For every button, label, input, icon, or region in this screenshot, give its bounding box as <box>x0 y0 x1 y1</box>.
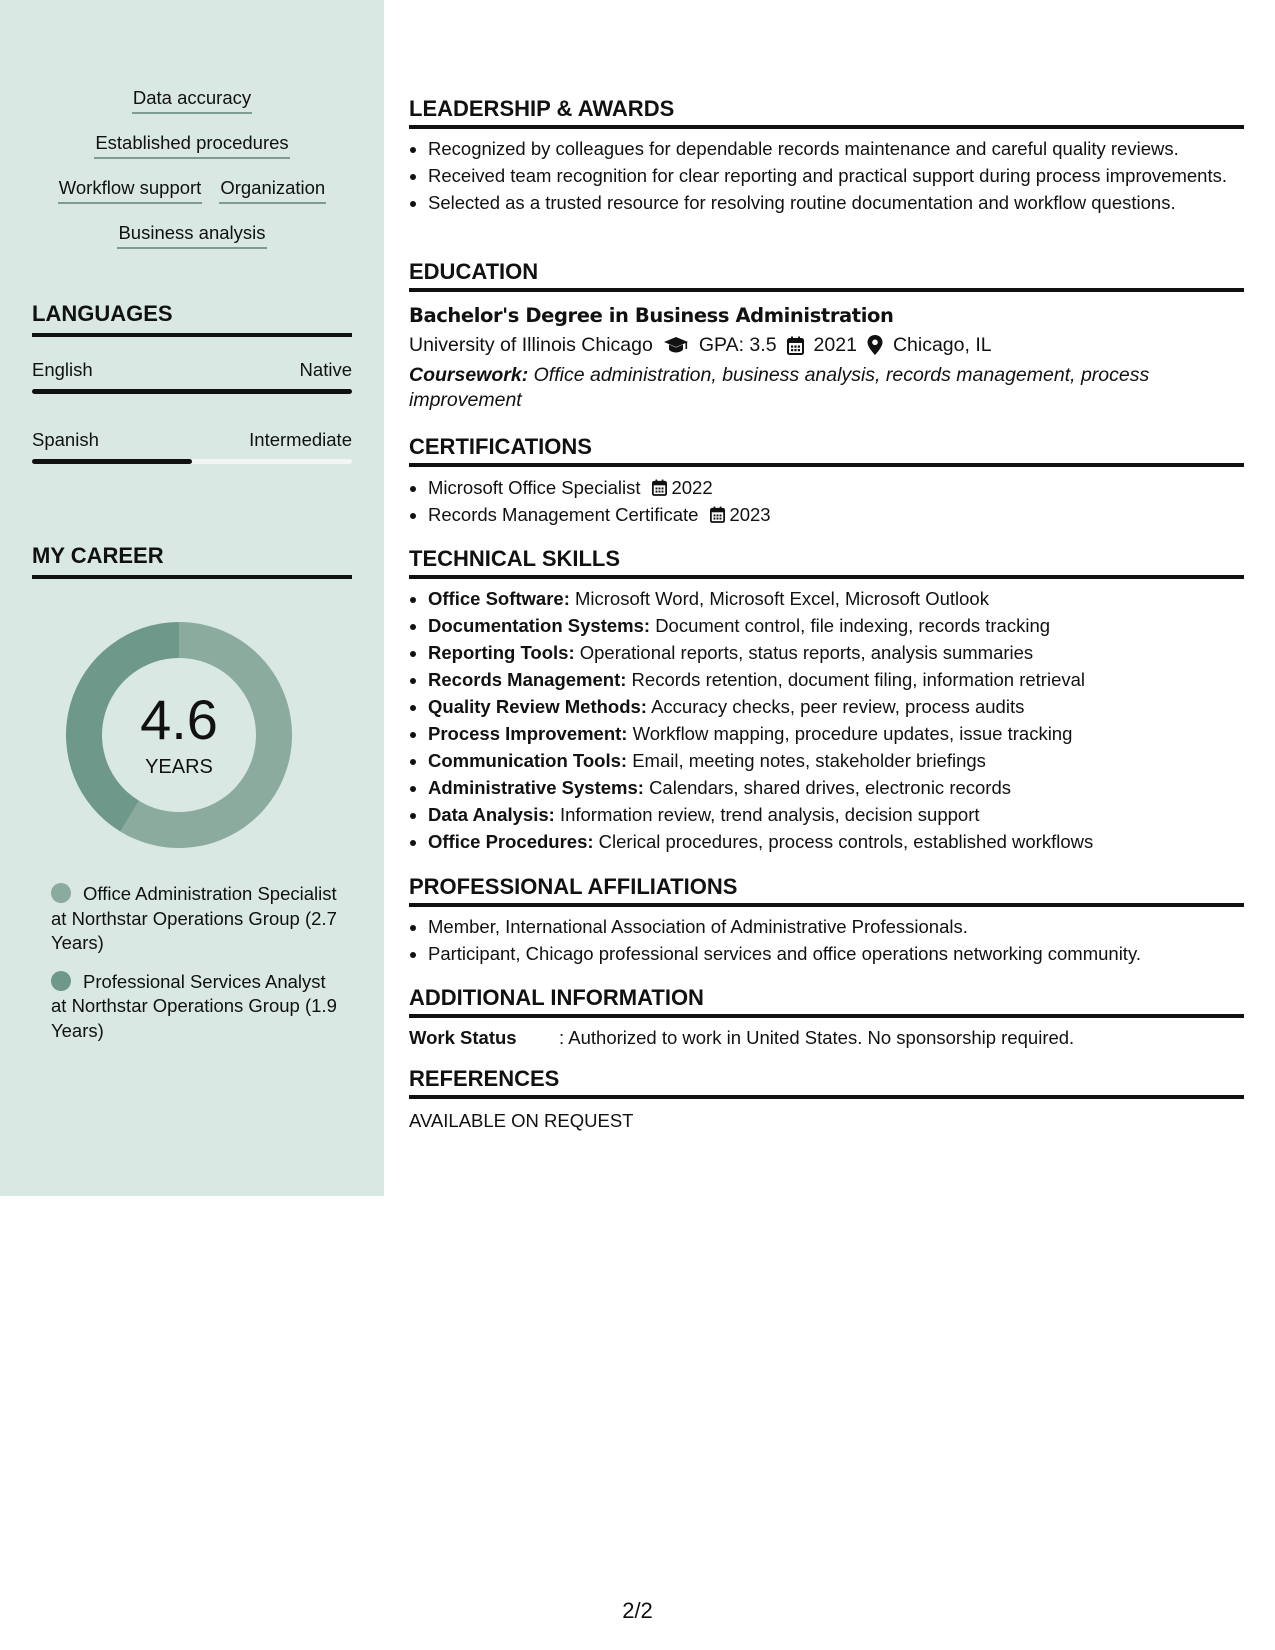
calendar-icon <box>710 506 725 523</box>
education-section <box>409 258 1244 412</box>
certification-year: 2022 <box>671 477 713 498</box>
skill-value: Document control, file indexing, records tracking <box>655 615 1051 636</box>
skill-label: Office Procedures: <box>428 831 594 852</box>
calendar-icon <box>787 336 804 355</box>
career-role: Office Administration Specialist at Northstar Operations Group (2.7 Years) <box>51 883 337 953</box>
list-item: • Recognized by colleagues for dependable records maintenance and careful quality reviews. <box>428 137 1244 161</box>
list-item <box>428 722 1244 746</box>
skill-value: Microsoft Word, Microsoft Excel, Microsoft Outlook <box>575 588 989 609</box>
location: Chicago, IL <box>892 334 992 356</box>
language-proficiency-fill <box>32 459 192 464</box>
sidebar <box>0 0 384 1196</box>
skill-label: Office Software: <box>428 588 570 609</box>
section-heading: LEADERSHIP & AWARDS <box>409 95 1244 129</box>
skill-value: Clerical procedures, process controls, established workflows <box>598 831 1094 852</box>
skill-label: Administrative Systems: <box>428 777 644 798</box>
list-item: • Received team recognition for clear reporting and practical support during process improvements. <box>428 164 1244 188</box>
language-proficiency-bar <box>32 389 352 394</box>
skill-label: Documentation Systems: <box>428 615 651 636</box>
career-legend-item <box>51 970 341 1044</box>
work-status-value: : Authorized to work in United States. No sponsorship required. <box>559 1027 1075 1048</box>
skill-label: Records Management: <box>428 669 627 690</box>
list-item: • Participant, Chicago professional services and office operations networking community. <box>428 942 1244 966</box>
skill-label: Quality Review Methods: <box>428 696 647 717</box>
skill-tag: Workflow support <box>58 176 203 204</box>
list-item <box>428 695 1244 719</box>
skill-value: Email, meeting notes, stakeholder briefings <box>632 750 986 771</box>
certification-year: 2023 <box>729 504 771 525</box>
list-item <box>428 776 1244 800</box>
tag-row <box>32 131 352 176</box>
language-proficiency-bar <box>32 459 352 464</box>
language-item <box>32 428 352 464</box>
skill-tag: Data accuracy <box>132 86 252 114</box>
certification-name: • Microsoft Office Specialist <box>428 477 641 498</box>
section-heading: TECHNICAL SKILLS <box>409 545 1244 579</box>
leadership-section <box>409 95 1244 218</box>
language-item <box>32 358 352 394</box>
skill-label: Process Improvement: <box>428 723 628 744</box>
tag-row <box>32 221 352 266</box>
education-meta <box>409 332 1244 358</box>
references-section <box>409 1065 1244 1133</box>
language-name: Spanish <box>32 429 99 450</box>
list-item <box>428 803 1244 827</box>
list-item: • Selected as a trusted resource for resolving routine documentation and workflow questions. <box>428 191 1244 215</box>
calendar-icon <box>652 479 667 496</box>
list-item <box>428 668 1244 692</box>
skill-tags <box>32 86 352 266</box>
language-proficiency-fill <box>32 389 352 394</box>
career-legend-item <box>51 882 341 956</box>
list-item: • Member, International Association of Administrative Professionals. <box>428 915 1244 939</box>
skill-value: Accuracy checks, peer review, process audits <box>651 696 1025 717</box>
list-item <box>428 641 1244 665</box>
references-text: AVAILABLE ON REQUEST <box>409 1110 634 1131</box>
skill-value: Calendars, shared drives, electronic records <box>649 777 1012 798</box>
legend-dot <box>51 883 71 903</box>
location-pin-icon <box>867 335 883 355</box>
career-heading: MY CAREER <box>32 542 352 579</box>
graduation-cap-icon <box>663 336 689 354</box>
list-item <box>428 749 1244 773</box>
certification-name: • Records Management Certificate <box>428 504 699 525</box>
page-number: 2/2 <box>622 1598 653 1623</box>
school-name: University of Illinois Chicago <box>409 334 653 356</box>
language-name: English <box>32 359 93 380</box>
section-heading: REFERENCES <box>409 1065 1244 1099</box>
section-heading: PROFESSIONAL AFFILIATIONS <box>409 873 1244 907</box>
list-item <box>428 587 1244 611</box>
coursework-label: Coursework: <box>409 364 529 386</box>
graduation-year: 2021 <box>813 334 857 356</box>
career-legend <box>51 882 341 1057</box>
list-item <box>428 503 1244 527</box>
affiliations-section <box>409 873 1244 969</box>
skill-value: Records retention, document filing, information retrieval <box>631 669 1086 690</box>
skill-value: Workflow mapping, procedure updates, issue tracking <box>632 723 1073 744</box>
skill-tag: Business analysis <box>117 221 266 249</box>
skill-label: Communication Tools: <box>428 750 628 771</box>
skill-tag: Organization <box>219 176 326 204</box>
gpa: GPA: 3.5 <box>698 334 777 356</box>
tag-row <box>32 86 352 131</box>
list-item <box>428 614 1244 638</box>
degree-title: Bachelor's Degree in Business Administration <box>409 304 894 327</box>
coursework-text: Office administration, business analysis, records management, process improvement <box>409 364 1150 411</box>
technical-skills-section <box>409 545 1244 857</box>
career-role: Professional Services Analyst at Northstar Operations Group (1.9 Years) <box>51 970 337 1041</box>
language-level: Native <box>299 359 352 380</box>
work-status-label: Work Status <box>409 1027 517 1048</box>
skill-value: Operational reports, status reports, analysis summaries <box>579 642 1034 663</box>
section-heading: ADDITIONAL INFORMATION <box>409 984 1244 1018</box>
section-heading: CERTIFICATIONS <box>409 433 1244 467</box>
list-item <box>428 830 1244 854</box>
certifications-section <box>409 433 1244 530</box>
career-years-unit: YEARS <box>145 756 213 778</box>
tag-row <box>32 176 352 221</box>
coursework <box>409 363 1244 412</box>
section-heading: EDUCATION <box>409 258 1244 292</box>
work-status <box>409 1026 1244 1050</box>
legend-dot <box>51 971 71 991</box>
skill-label: Reporting Tools: <box>428 642 575 663</box>
languages-heading: LANGUAGES <box>32 300 352 337</box>
additional-info-section <box>409 984 1244 1050</box>
skill-value: Information review, trend analysis, decision support <box>559 804 980 825</box>
language-level: Intermediate <box>249 429 352 450</box>
list-item <box>428 476 1244 500</box>
career-total-years: 4.6 <box>140 688 218 751</box>
skill-tag: Established procedures <box>94 131 289 159</box>
skill-label: Data Analysis: <box>428 804 555 825</box>
